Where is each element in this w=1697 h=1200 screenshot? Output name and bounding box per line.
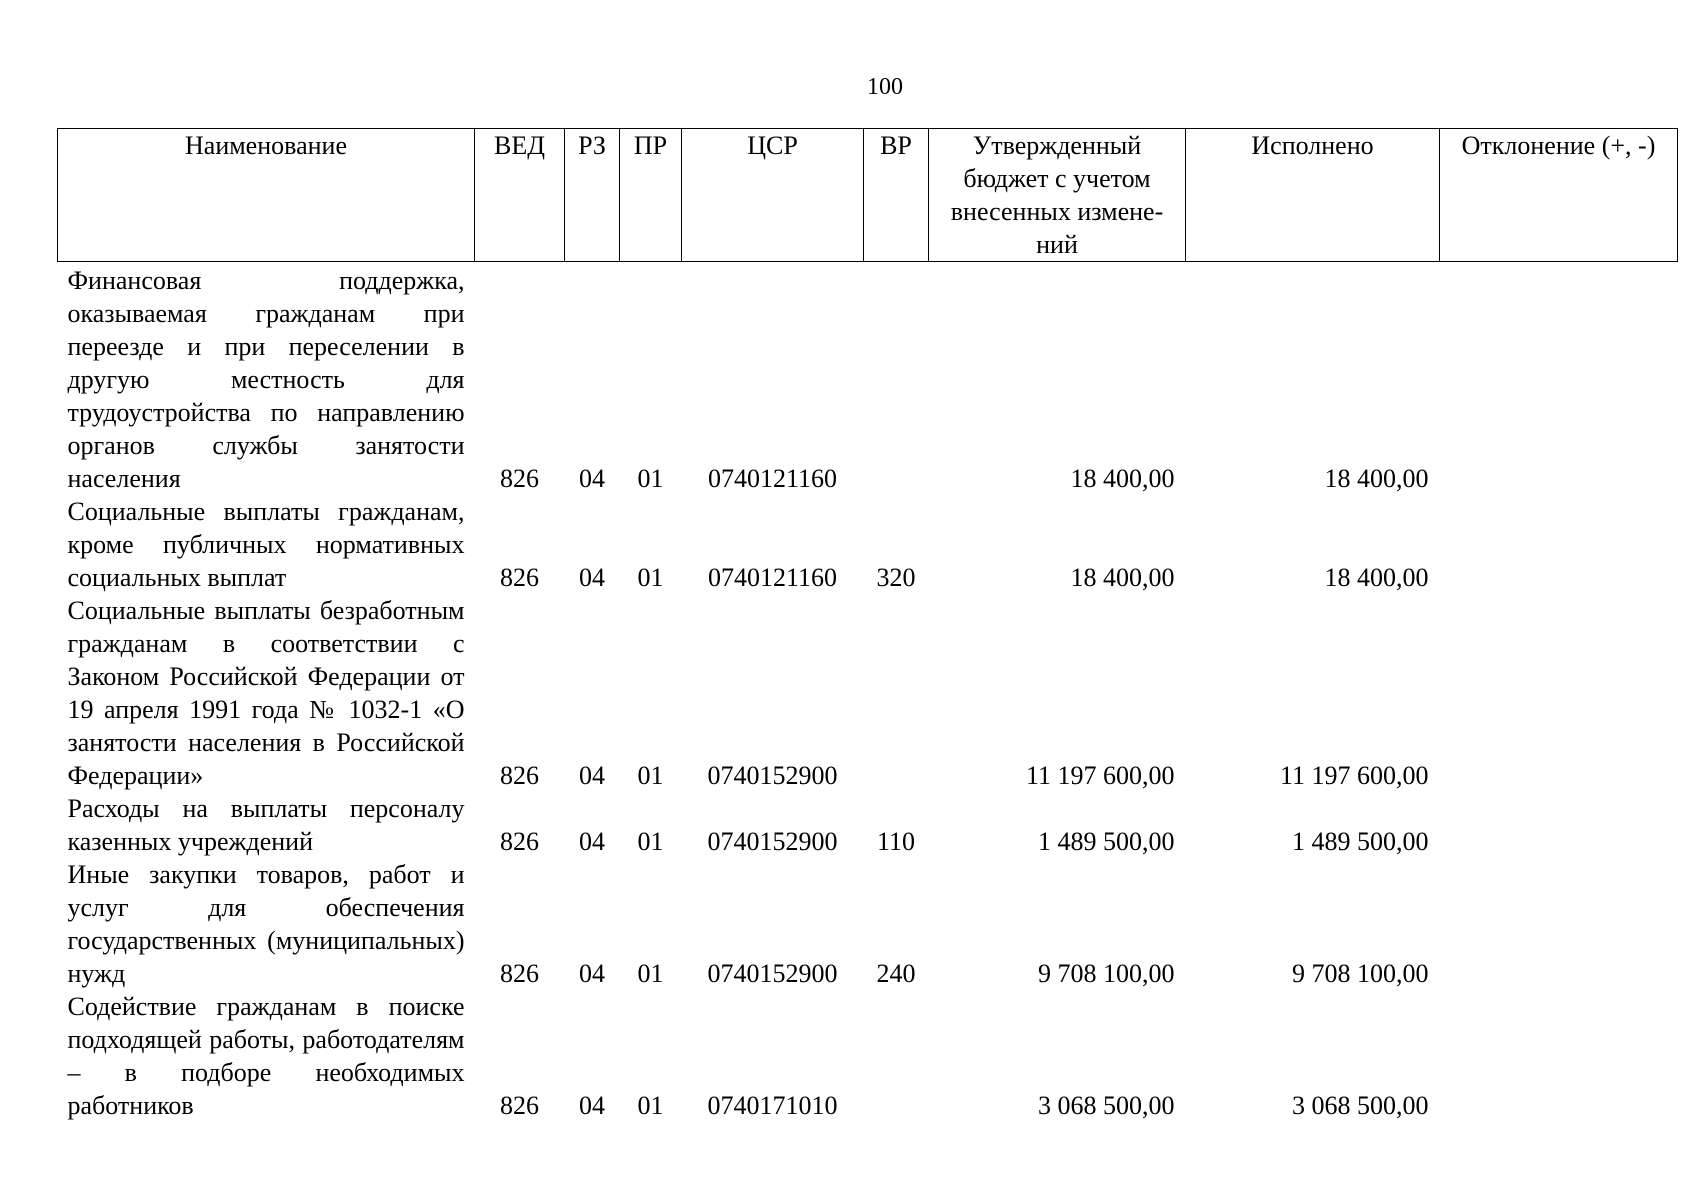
row-csr: 0740121160 bbox=[707, 464, 838, 493]
row-approved: 18 400,00 bbox=[1070, 464, 1175, 493]
row-pr: 01 bbox=[637, 563, 664, 592]
table-row bbox=[58, 262, 1678, 496]
row-vr: 320 bbox=[876, 563, 916, 592]
header-executed: Исполнено bbox=[1186, 129, 1440, 262]
header-csr: ЦСР bbox=[682, 129, 864, 262]
row-ved: 826 bbox=[500, 827, 539, 856]
row-approved: 9 708 100,00 bbox=[1038, 959, 1175, 988]
row-vr bbox=[864, 262, 929, 496]
table-row bbox=[58, 990, 1678, 1122]
row-rz: 04 bbox=[579, 464, 605, 493]
row-executed: 18 400,00 bbox=[1324, 563, 1429, 592]
row-csr: 0740121160 bbox=[707, 563, 838, 592]
row-name: Расходы на выплаты персоналу казенных учреждений bbox=[67, 794, 465, 856]
row-csr: 0740152900 bbox=[707, 761, 838, 790]
row-rz: 04 bbox=[579, 761, 605, 790]
page-number: 100 bbox=[867, 74, 903, 100]
row-ved: 826 bbox=[500, 1091, 539, 1120]
row-ved: 826 bbox=[500, 464, 539, 493]
row-name: Социальные выплаты гражданам, кроме публичных нормативных социальных выплат bbox=[67, 497, 465, 592]
table-row bbox=[58, 792, 1678, 858]
row-pr: 01 bbox=[637, 959, 664, 988]
table-row bbox=[58, 495, 1678, 594]
row-deviation bbox=[1440, 495, 1678, 594]
header-deviation: Отклонение (+, -) bbox=[1440, 129, 1678, 262]
row-pr: 01 bbox=[637, 761, 664, 790]
row-approved: 18 400,00 bbox=[1070, 563, 1175, 592]
row-executed: 1 489 500,00 bbox=[1292, 827, 1429, 856]
row-deviation bbox=[1440, 792, 1678, 858]
row-approved: 1 489 500,00 bbox=[1038, 827, 1175, 856]
table-header bbox=[58, 129, 1678, 262]
row-csr: 0740152900 bbox=[707, 827, 838, 856]
row-vr: 110 bbox=[876, 827, 916, 856]
table-row bbox=[58, 594, 1678, 792]
row-rz: 04 bbox=[579, 1091, 605, 1120]
row-rz: 04 bbox=[579, 827, 605, 856]
row-ved: 826 bbox=[500, 761, 539, 790]
row-deviation bbox=[1440, 990, 1678, 1122]
row-rz: 04 bbox=[579, 959, 605, 988]
row-rz: 04 bbox=[579, 563, 605, 592]
table-body bbox=[58, 262, 1678, 1123]
header-approved: Утвержденный бюджет с учетом внесенных измене-ний bbox=[929, 129, 1186, 262]
row-executed: 18 400,00 bbox=[1324, 464, 1429, 493]
header-name: Наименование bbox=[58, 129, 475, 262]
row-executed: 11 197 600,00 bbox=[1279, 761, 1429, 790]
row-pr: 01 bbox=[637, 464, 664, 493]
header-ved: ВЕД bbox=[475, 129, 565, 262]
row-approved: 3 068 500,00 bbox=[1038, 1091, 1175, 1120]
row-ved: 826 bbox=[500, 959, 539, 988]
header-rz: РЗ bbox=[565, 129, 620, 262]
table-row bbox=[58, 858, 1678, 990]
row-executed: 3 068 500,00 bbox=[1292, 1091, 1429, 1120]
row-deviation bbox=[1440, 858, 1678, 990]
row-csr: 0740152900 bbox=[707, 959, 838, 988]
row-executed: 9 708 100,00 bbox=[1292, 959, 1429, 988]
row-pr: 01 bbox=[637, 827, 664, 856]
row-name: Социальные выплаты безработным гражданам в соответствии с Законом Российской Федерации от 19 апреля 1991 года № 1032-1 «О занятости населения в Российской Федерации» bbox=[67, 596, 465, 790]
row-name: Финансовая поддержка, оказываемая гражданам при переезде и при переселении в другую местность для трудоустройства по направлению органов службы занятости населения bbox=[67, 266, 465, 493]
row-name: Иные закупки товаров, работ и услуг для обеспечения государственных (муниципальных) нужд bbox=[67, 860, 465, 988]
row-deviation bbox=[1440, 594, 1678, 792]
row-deviation bbox=[1440, 262, 1678, 496]
row-pr: 01 bbox=[637, 1091, 664, 1120]
row-approved: 11 197 600,00 bbox=[1025, 761, 1175, 790]
row-csr: 0740171010 bbox=[707, 1091, 838, 1120]
row-vr: 240 bbox=[876, 959, 916, 988]
row-name: Содействие гражданам в поиске подходящей работы, работодателям – в подборе необходимых работников bbox=[67, 992, 465, 1120]
row-vr bbox=[864, 990, 929, 1122]
header-pr: ПР bbox=[620, 129, 682, 262]
row-vr bbox=[864, 594, 929, 792]
row-ved: 826 bbox=[500, 563, 539, 592]
header-vr: ВР bbox=[864, 129, 929, 262]
budget-execution-table bbox=[57, 128, 1678, 1122]
